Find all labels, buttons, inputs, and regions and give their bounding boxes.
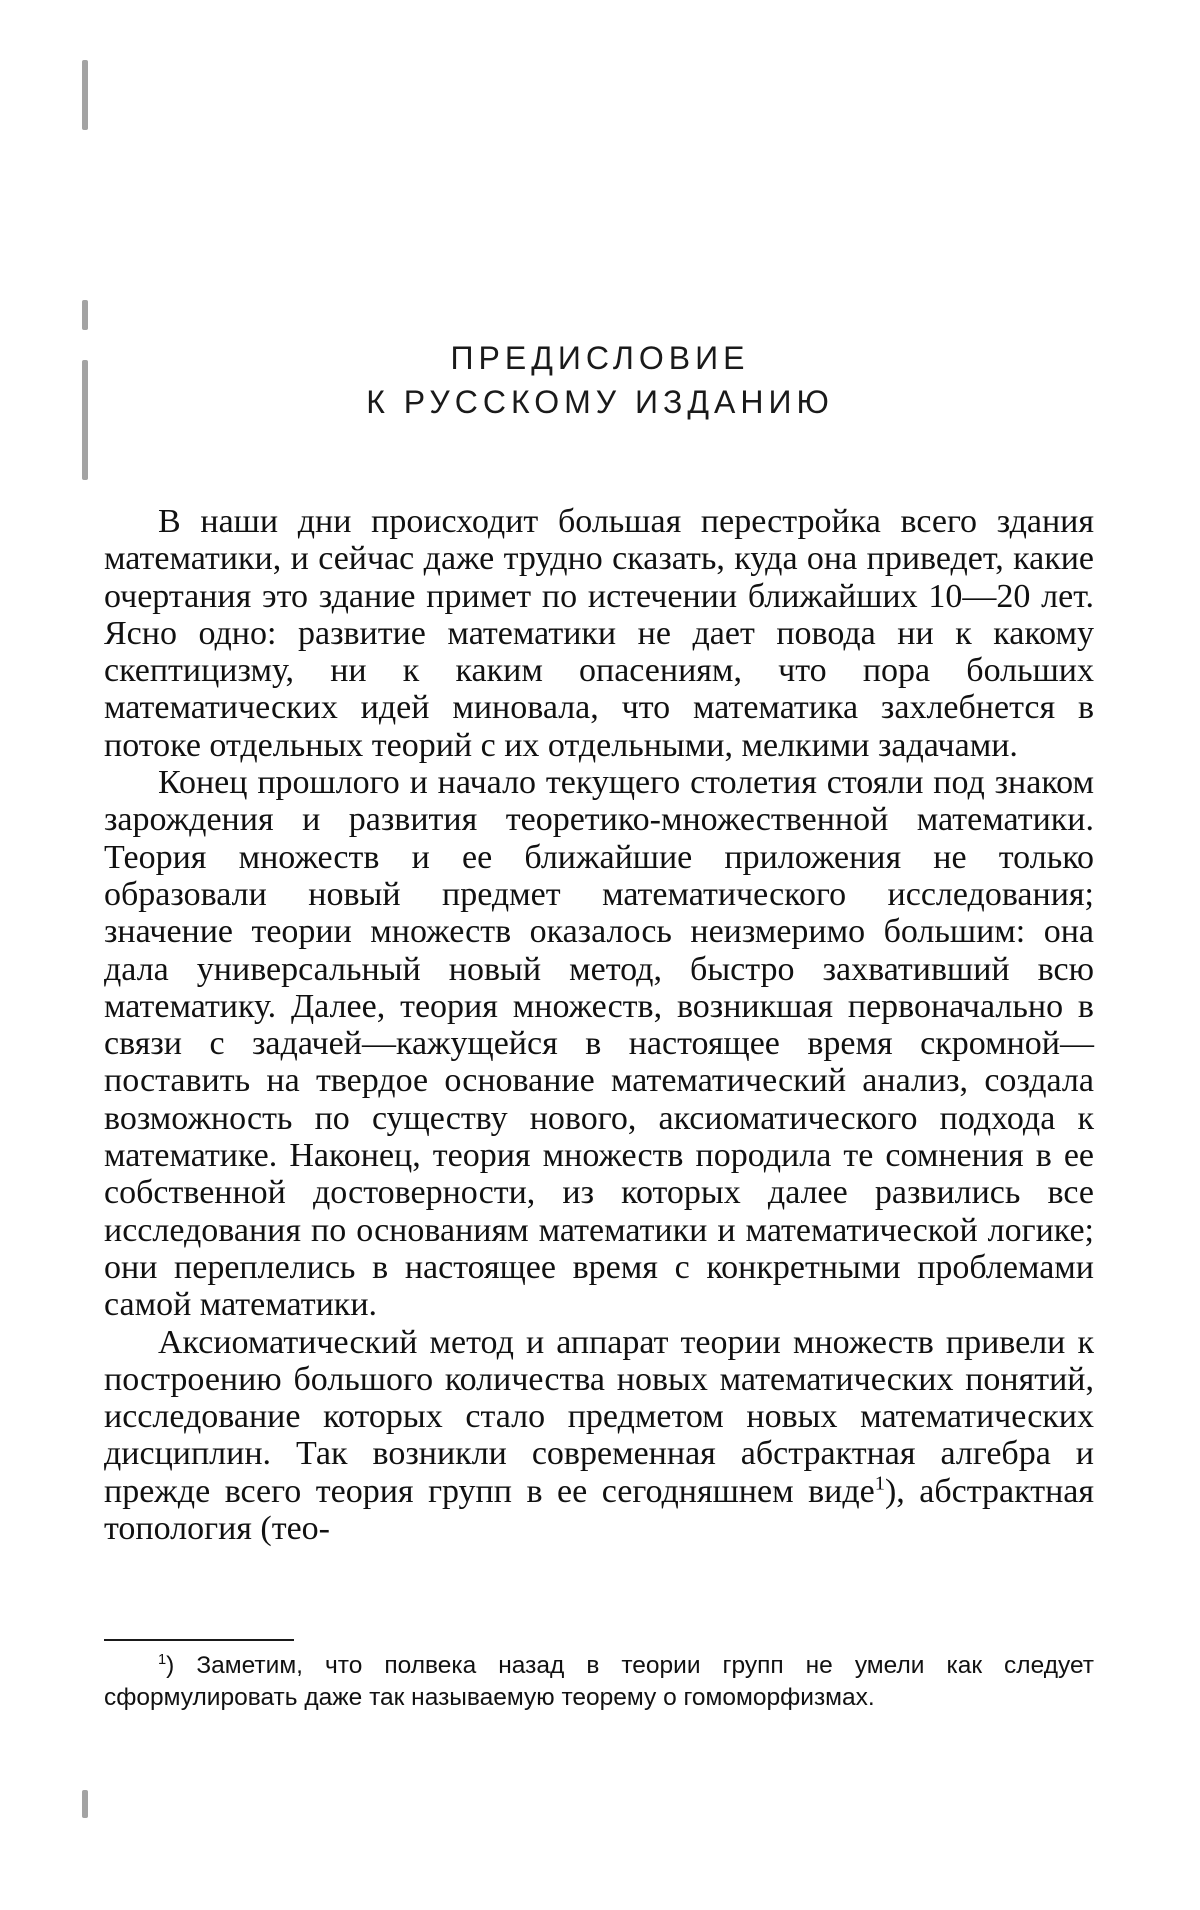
scan-artifact xyxy=(82,300,88,330)
paragraph-1: В наши дни происходит большая перестройка всего здания математики, и сейчас даже трудно сказать, куда она приведет, какие очертания это здание примет по истечении ближайших 10—20 лет. Ясно одно: развитие математики не дает повода ни к какому скептицизму, ни к каким опасениям, что пора больших математических идей миновала, что математика захлебнется в потоке отдельных теорий с их отдельными, мелкими задачами. xyxy=(104,503,1094,764)
footnote-text: ) Заметим, что полвека назад в теории групп не умели как следует сформулировать даже так называемую теорему о гомоморфизмах. xyxy=(104,1652,1094,1711)
scan-artifact xyxy=(82,60,88,130)
scan-artifact xyxy=(82,1790,88,1818)
paragraph-3 xyxy=(104,1324,1094,1548)
paragraph-2: Конец прошлого и начало текущего столетия стояли под знаком зарождения и развития теоретико-множественной математики. Теория множеств и ее ближайшие приложения не только образовали новый предмет математического исследования; значение теории множеств оказалось неизмеримо большим: она дала универсальный новый метод, быстро захвативший всю математику. Далее, теория множеств, возникшая первоначально в связи с задачей—кажущейся в настоящее время скромной—поставить на твердое основание математический анализ, создала возможность по существу нового, аксиоматического подхода к математике. Наконец, теория множеств породила те сомнения в ее собственной достоверности, из которых далее развились все исследования по основаниям математики и математической логике; они переплелись в настоящее время с конкретными проблемами самой математики. xyxy=(104,764,1094,1324)
footnote-divider xyxy=(104,1639,294,1641)
heading-line-1: ПРЕДИСЛОВИЕ xyxy=(450,340,750,376)
paragraph-3-text-end: ), абстрактная топология (тео- xyxy=(104,1472,1094,1548)
footnote xyxy=(104,1650,1094,1714)
chapter-heading xyxy=(0,336,1200,424)
footnote-marker: 1 xyxy=(158,1651,167,1668)
paragraph-3-text: Аксиоматический метод и аппарат теории множеств привели к построению большого количества новых математических понятий, исследование которых стало предметом новых математических дисциплин. Так возникли современная абстрактная алгебра и прежде всего теория групп в ее сегодняшнем виде xyxy=(104,1323,1094,1510)
heading-line-2: К РУССКОМУ ИЗДАНИЮ xyxy=(366,384,834,420)
body-text xyxy=(104,503,1094,1547)
footnote-reference: 1 xyxy=(874,1472,885,1495)
